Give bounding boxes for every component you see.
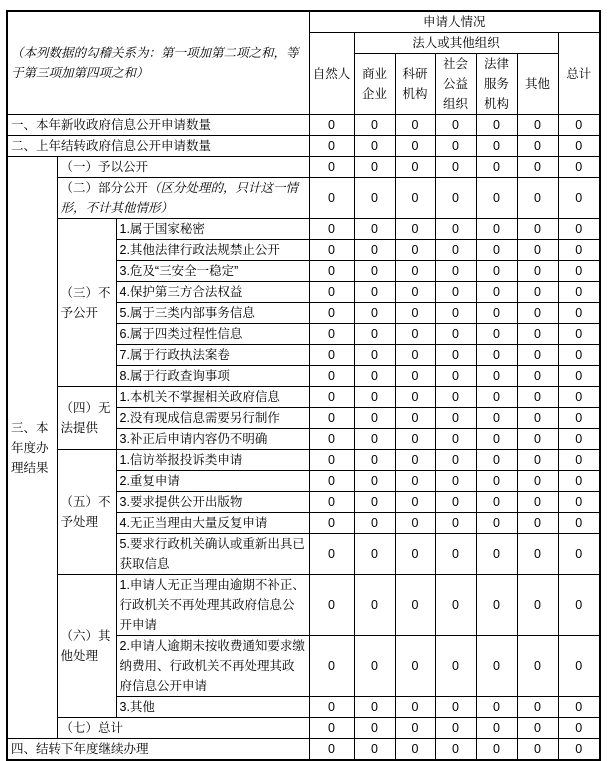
- row-denied-state-secret: [7, 219, 600, 240]
- value-cell: 0: [354, 387, 395, 408]
- value-cell: 0: [435, 115, 476, 136]
- value-cell: 0: [309, 178, 354, 219]
- row-carry-to-next-year: [7, 739, 600, 761]
- value-cell: 0: [476, 178, 517, 219]
- disclosure-request-table: [6, 10, 601, 761]
- value-cell: 0: [517, 429, 558, 450]
- corner-note-text: （本列数据的勾稽关系为：第一项加第二项之和，等于第三项加第四项之和）: [11, 46, 299, 80]
- value-cell: 0: [354, 366, 395, 387]
- value-cell: 0: [517, 136, 558, 157]
- value-cell: 0: [476, 324, 517, 345]
- value-cell: 0: [395, 718, 435, 739]
- value-cell: 0: [476, 450, 517, 471]
- row-denied-internal-affairs-label-0: [116, 303, 309, 324]
- value-cell: 0: [558, 575, 600, 636]
- value-cell: 0: [435, 387, 476, 408]
- value-cell: 0: [354, 429, 395, 450]
- value-cell: 0: [476, 718, 517, 739]
- value-cell: 0: [476, 240, 517, 261]
- value-cell: 0: [354, 408, 395, 429]
- value-cell: 0: [517, 513, 558, 534]
- value-cell: 0: [309, 408, 354, 429]
- value-cell: 0: [435, 408, 476, 429]
- value-cell: 0: [435, 366, 476, 387]
- row-other-no-correction-label-1: [116, 575, 309, 636]
- value-cell: 0: [558, 697, 600, 718]
- value-cell: 0: [435, 178, 476, 219]
- row-label-text: （三）不予公开: [60, 285, 111, 320]
- value-cell: 0: [309, 261, 354, 282]
- value-cell: 0: [354, 115, 395, 136]
- value-cell: 0: [558, 636, 600, 697]
- header-org-research: 科研机构: [395, 54, 435, 115]
- value-cell: 0: [435, 429, 476, 450]
- row-label-text: 3.其他: [119, 700, 155, 714]
- header-org-commercial: 商业企业: [354, 54, 395, 115]
- value-cell: 0: [309, 471, 354, 492]
- value-cell: 0: [395, 471, 435, 492]
- value-cell: 0: [395, 429, 435, 450]
- header-natural-person: 自然人: [309, 33, 354, 115]
- row-partially-granted: [7, 178, 600, 219]
- row-carryover-requests-label-0: [7, 136, 309, 157]
- value-cell: 0: [395, 324, 435, 345]
- value-cell: 0: [354, 492, 395, 513]
- value-cell: 0: [354, 513, 395, 534]
- value-cell: 0: [517, 718, 558, 739]
- value-cell: 0: [517, 345, 558, 366]
- row-carryover-requests: [7, 136, 600, 157]
- value-cell: 0: [558, 429, 600, 450]
- row-label-text: 4.无正当理由大量反复申请: [119, 516, 268, 530]
- value-cell: 0: [435, 534, 476, 575]
- value-cell: 0: [517, 575, 558, 636]
- row-label-text: 1.申请人无正当理由逾期不补正、行政机关不再处理其政府信息公开申请: [119, 578, 305, 632]
- value-cell: 0: [517, 178, 558, 219]
- value-cell: 0: [517, 219, 558, 240]
- value-cell: 0: [354, 471, 395, 492]
- value-cell: 0: [476, 282, 517, 303]
- value-cell: 0: [435, 697, 476, 718]
- value-cell: 0: [435, 345, 476, 366]
- value-cell: 0: [435, 575, 476, 636]
- value-cell: 0: [435, 471, 476, 492]
- row-new-requests-label-0: [7, 115, 309, 136]
- row-other-misc-label-0: [116, 697, 309, 718]
- value-cell: 0: [476, 303, 517, 324]
- value-cell: 0: [517, 387, 558, 408]
- row-nothandle-reconfirm-label-0: [116, 534, 309, 575]
- value-cell: 0: [558, 450, 600, 471]
- row-unavailable-not-held-label-0: [57, 387, 116, 450]
- value-cell: 0: [435, 324, 476, 345]
- row-denied-endanger-label-0: [116, 261, 309, 282]
- value-cell: 0: [517, 157, 558, 178]
- row-nothandle-repeated-requests-label-0: [116, 513, 309, 534]
- row-label-text: 5.要求行政机关确认或重新出具已获取信息: [119, 537, 305, 571]
- value-cell: 0: [395, 492, 435, 513]
- row-denied-admin-query-label-0: [116, 366, 309, 387]
- value-cell: 0: [354, 303, 395, 324]
- row-label-text: 二、上年结转政府信息公开申请数量: [11, 139, 212, 153]
- value-cell: 0: [309, 513, 354, 534]
- value-cell: 0: [309, 345, 354, 366]
- row-denied-state-secret-label-0: [57, 219, 116, 387]
- row-label-text: （五）不予处理: [60, 495, 111, 529]
- value-cell: 0: [354, 324, 395, 345]
- row-denied-process-info-label-0: [116, 324, 309, 345]
- value-cell: 0: [435, 450, 476, 471]
- value-cell: 0: [558, 282, 600, 303]
- row-unavailable-not-held-label-1: [116, 387, 309, 408]
- value-cell: 0: [476, 575, 517, 636]
- row-new-requests: [7, 115, 600, 136]
- value-cell: 0: [476, 115, 517, 136]
- header-row-applicant: [7, 11, 600, 33]
- value-cell: 0: [476, 429, 517, 450]
- value-cell: 0: [476, 697, 517, 718]
- value-cell: 0: [435, 636, 476, 697]
- value-cell: 0: [395, 697, 435, 718]
- value-cell: 0: [517, 534, 558, 575]
- value-cell: 0: [435, 261, 476, 282]
- value-cell: 0: [309, 739, 354, 761]
- row-label-text: 3.补正后申请内容仍不明确: [119, 432, 268, 446]
- value-cell: 0: [476, 739, 517, 761]
- value-cell: 0: [395, 408, 435, 429]
- value-cell: 0: [395, 636, 435, 697]
- value-cell: 0: [354, 718, 395, 739]
- value-cell: 0: [517, 450, 558, 471]
- value-cell: 0: [309, 718, 354, 739]
- value-cell: 0: [517, 697, 558, 718]
- value-cell: 0: [476, 636, 517, 697]
- row-nothandle-petition-label-1: [116, 450, 309, 471]
- header-total: 总计: [558, 33, 600, 115]
- row-label-text: （六）其他处理: [60, 629, 111, 663]
- value-cell: 0: [395, 345, 435, 366]
- value-cell: 0: [354, 157, 395, 178]
- row-label-text: 7.属于行政执法案卷: [119, 348, 230, 362]
- value-cell: 0: [558, 513, 600, 534]
- value-cell: 0: [354, 450, 395, 471]
- row-label-text: 5.属于三类内部事务信息: [119, 306, 255, 320]
- value-cell: 0: [476, 408, 517, 429]
- row-nothandle-publications-label-0: [116, 492, 309, 513]
- row-label-text: 3.要求提供公开出版物: [119, 495, 243, 509]
- value-cell: 0: [435, 136, 476, 157]
- value-cell: 0: [558, 240, 600, 261]
- value-cell: 0: [517, 636, 558, 697]
- value-cell: 0: [558, 324, 600, 345]
- value-cell: 0: [354, 219, 395, 240]
- table-body: [7, 11, 600, 760]
- value-cell: 0: [309, 366, 354, 387]
- value-cell: 0: [558, 136, 600, 157]
- row-subtotal-label-0: [57, 718, 309, 739]
- value-cell: 0: [309, 219, 354, 240]
- value-cell: 0: [395, 450, 435, 471]
- value-cell: 0: [517, 471, 558, 492]
- value-cell: 0: [395, 534, 435, 575]
- row-label-text: 一、本年新收政府信息公开申请数量: [11, 118, 212, 132]
- value-cell: 0: [309, 450, 354, 471]
- value-cell: 0: [435, 240, 476, 261]
- row-denied-state-secret-label-1: [116, 219, 309, 240]
- value-cell: 0: [309, 115, 354, 136]
- value-cell: 0: [354, 697, 395, 718]
- row-nothandle-petition: [7, 450, 600, 471]
- value-cell: 0: [435, 219, 476, 240]
- value-cell: 0: [354, 261, 395, 282]
- value-cell: 0: [517, 492, 558, 513]
- value-cell: 0: [395, 513, 435, 534]
- value-cell: 0: [354, 282, 395, 303]
- row-label-text: 3.危及“三安全一稳定”: [119, 264, 239, 278]
- value-cell: 0: [476, 157, 517, 178]
- row-denied-third-party-label-0: [116, 282, 309, 303]
- value-cell: 0: [476, 261, 517, 282]
- row-label-note: （区分处理的，只计这一情形，不计其他情形）: [60, 181, 299, 215]
- value-cell: 0: [309, 387, 354, 408]
- value-cell: 0: [354, 345, 395, 366]
- value-cell: 0: [435, 303, 476, 324]
- value-cell: 0: [517, 240, 558, 261]
- value-cell: 0: [435, 282, 476, 303]
- header-applicant-status: 申请人情况: [309, 11, 600, 33]
- value-cell: 0: [517, 324, 558, 345]
- value-cell: 0: [517, 366, 558, 387]
- value-cell: 0: [309, 636, 354, 697]
- row-partially-granted-label-0: [57, 178, 309, 219]
- value-cell: 0: [558, 471, 600, 492]
- row-other-no-payment-label-0: [116, 636, 309, 697]
- value-cell: 0: [517, 115, 558, 136]
- value-cell: 0: [435, 513, 476, 534]
- value-cell: 0: [309, 324, 354, 345]
- value-cell: 0: [435, 157, 476, 178]
- value-cell: 0: [517, 261, 558, 282]
- row-granted-label-1: [57, 157, 309, 178]
- value-cell: 0: [309, 575, 354, 636]
- value-cell: 0: [395, 261, 435, 282]
- value-cell: 0: [558, 219, 600, 240]
- row-granted: [7, 157, 600, 178]
- row-label-text: （四）无法提供: [60, 401, 111, 435]
- row-carry-to-next-year-label-0: [7, 739, 309, 761]
- value-cell: 0: [354, 136, 395, 157]
- value-cell: 0: [558, 115, 600, 136]
- value-cell: 0: [395, 115, 435, 136]
- value-cell: 0: [476, 136, 517, 157]
- row-label-text: 四、结转下年度继续办理: [11, 742, 149, 756]
- value-cell: 0: [476, 534, 517, 575]
- value-cell: 0: [558, 534, 600, 575]
- value-cell: 0: [309, 534, 354, 575]
- value-cell: 0: [558, 492, 600, 513]
- value-cell: 0: [476, 513, 517, 534]
- value-cell: 0: [309, 697, 354, 718]
- header-legal-or-other-org: 法人或其他组织: [354, 33, 558, 54]
- value-cell: 0: [517, 408, 558, 429]
- value-cell: 0: [558, 345, 600, 366]
- row-label-text: 6.属于四类过程性信息: [119, 327, 243, 341]
- row-label-text: 2.申请人逾期未按收费通知要求缴纳费用、行政机关不再处理其政府信息公开申请: [119, 639, 305, 693]
- row-nothandle-duplicate-label-0: [116, 471, 309, 492]
- value-cell: 0: [395, 240, 435, 261]
- header-org-other: 其他: [517, 54, 558, 115]
- value-cell: 0: [476, 387, 517, 408]
- value-cell: 0: [354, 534, 395, 575]
- value-cell: 0: [476, 471, 517, 492]
- value-cell: 0: [558, 718, 600, 739]
- value-cell: 0: [435, 739, 476, 761]
- value-cell: 0: [476, 366, 517, 387]
- value-cell: 0: [395, 387, 435, 408]
- row-label-text: 1.信访举报投诉类申请: [119, 453, 243, 467]
- value-cell: 0: [558, 739, 600, 761]
- row-granted-label-0: [7, 157, 57, 739]
- value-cell: 0: [354, 636, 395, 697]
- value-cell: 0: [395, 739, 435, 761]
- value-cell: 0: [558, 178, 600, 219]
- row-label-text: 2.没有现成信息需要另行制作: [119, 411, 280, 425]
- value-cell: 0: [309, 282, 354, 303]
- value-cell: 0: [558, 303, 600, 324]
- row-label-text: 2.重复申请: [119, 474, 180, 488]
- row-label-text: 8.属于行政查询事项: [119, 369, 230, 383]
- header-org-legal-service: 法律服务机构: [476, 54, 517, 115]
- value-cell: 0: [309, 492, 354, 513]
- row-label-text: 三、本年度办理结果: [11, 420, 49, 475]
- value-cell: 0: [476, 219, 517, 240]
- row-label-text: 4.保护第三方合法权益: [119, 285, 243, 299]
- row-other-no-correction-label-0: [57, 575, 116, 718]
- value-cell: 0: [395, 575, 435, 636]
- value-cell: 0: [395, 136, 435, 157]
- value-cell: 0: [395, 303, 435, 324]
- row-label-text: 1.本机关不掌握相关政府信息: [119, 390, 280, 404]
- value-cell: 0: [476, 345, 517, 366]
- row-denied-enforcement-files-label-0: [116, 345, 309, 366]
- value-cell: 0: [517, 739, 558, 761]
- header-org-social-welfare: 社会公益组织: [435, 54, 476, 115]
- row-unavailable-not-held: [7, 387, 600, 408]
- value-cell: 0: [435, 492, 476, 513]
- row-label-text: （二）部分公开: [60, 181, 149, 195]
- row-subtotal: [7, 718, 600, 739]
- value-cell: 0: [517, 282, 558, 303]
- value-cell: 0: [558, 366, 600, 387]
- value-cell: 0: [309, 303, 354, 324]
- value-cell: 0: [395, 157, 435, 178]
- value-cell: 0: [558, 157, 600, 178]
- row-label-text: 2.其他法律行政法规禁止公开: [119, 243, 280, 257]
- row-nothandle-petition-label-0: [57, 450, 116, 575]
- value-cell: 0: [309, 157, 354, 178]
- row-label-text: （七）总计: [60, 721, 124, 735]
- row-label-text: 1.属于国家秘密: [119, 222, 205, 236]
- value-cell: 0: [309, 136, 354, 157]
- value-cell: 0: [309, 429, 354, 450]
- value-cell: 0: [354, 240, 395, 261]
- value-cell: 0: [558, 387, 600, 408]
- row-other-no-correction: [7, 575, 600, 636]
- value-cell: 0: [558, 408, 600, 429]
- value-cell: 0: [309, 240, 354, 261]
- value-cell: 0: [476, 492, 517, 513]
- row-label-text: （一）予以公开: [60, 160, 149, 174]
- value-cell: 0: [395, 282, 435, 303]
- row-denied-law-prohibited-label-0: [116, 240, 309, 261]
- value-cell: 0: [354, 178, 395, 219]
- value-cell: 0: [354, 575, 395, 636]
- corner-note-cell: [7, 11, 309, 115]
- value-cell: 0: [517, 303, 558, 324]
- value-cell: 0: [558, 261, 600, 282]
- value-cell: 0: [395, 219, 435, 240]
- value-cell: 0: [435, 718, 476, 739]
- row-unavailable-unclear-label-0: [116, 429, 309, 450]
- value-cell: 0: [354, 739, 395, 761]
- row-unavailable-needs-creation-label-0: [116, 408, 309, 429]
- value-cell: 0: [395, 178, 435, 219]
- value-cell: 0: [395, 366, 435, 387]
